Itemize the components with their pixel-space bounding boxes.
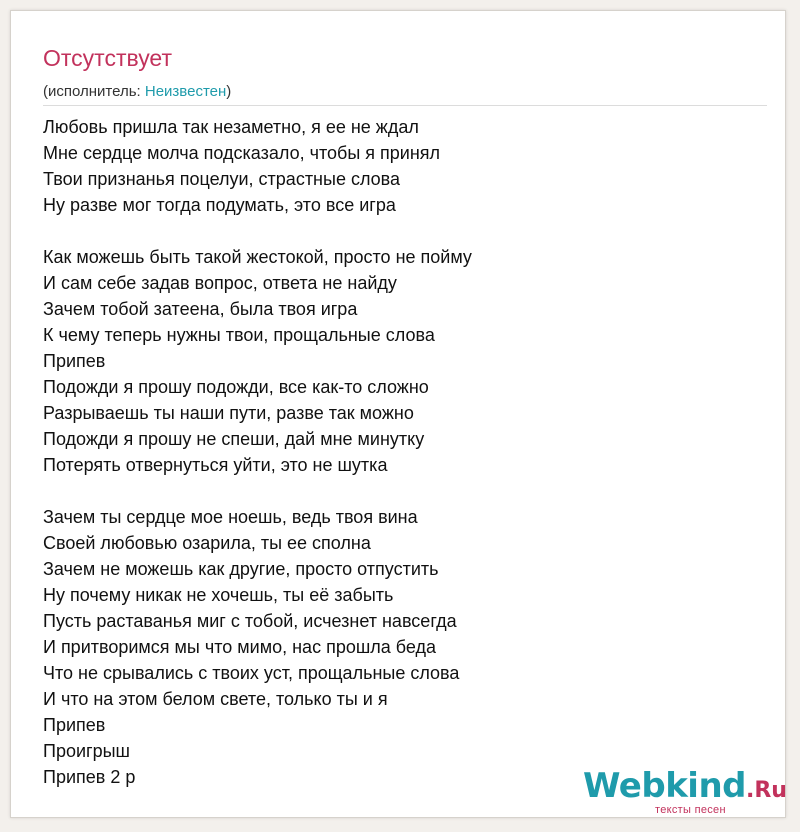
lyric-line: Что не срывались с твоих уст, прощальные слова <box>43 663 460 683</box>
lyric-line: Мне сердце молча подсказало, чтобы я принял <box>43 143 441 163</box>
lyric-line: Припев 2 р <box>43 767 136 787</box>
artist-prefix: (исполнитель: <box>43 83 145 100</box>
lyric-line: И притворимся мы что мимо, нас прошла беда <box>43 637 437 657</box>
lyric-line <box>43 478 763 504</box>
lyric-line: И что на этом белом свете, только ты и я <box>43 689 388 709</box>
site-logo[interactable] <box>583 766 787 822</box>
lyric-line: Твои признанья поцелуи, страстные слова <box>43 169 401 189</box>
lyric-line: И сам себе задав вопрос, ответа не найду <box>43 273 397 293</box>
logo-brand: Webkind <box>583 766 746 806</box>
artist-suffix: ) <box>226 83 232 100</box>
lyric-line: Припев <box>43 715 106 735</box>
header-divider <box>43 105 767 106</box>
lyric-line: Зачем тобой затеена, была твоя игра <box>43 299 358 319</box>
lyrics-card <box>10 10 786 818</box>
lyrics-text <box>43 114 763 790</box>
logo-tagline: тексты песен <box>655 804 726 816</box>
lyric-line: Зачем не можешь как другие, просто отпустить <box>43 559 439 579</box>
lyric-line: Ну почему никак не хочешь, ты её забыть <box>43 585 394 605</box>
lyric-line: Проигрыш <box>43 741 130 761</box>
lyric-line: Подожди я прошу подожди, все как-то сложно <box>43 377 429 397</box>
artist-line <box>43 83 231 101</box>
lyric-line: Припев <box>43 351 106 371</box>
lyric-line: Своей любовью озарила, ты ее сполна <box>43 533 371 553</box>
lyric-line: Любовь пришла так незаметно, я ее не ждал <box>43 117 419 137</box>
lyric-line: Подожди я прошу не спеши, дай мне минутку <box>43 429 425 449</box>
song-title: Отсутствует <box>43 45 172 71</box>
lyric-line: Ну разве мог тогда подумать, это все игра <box>43 195 396 215</box>
logo-tld: .Ru <box>746 778 787 803</box>
lyric-line: Пусть раставанья миг с тобой, исчезнет навсегда <box>43 611 457 631</box>
lyric-line: Потерять отвернуться уйти, это не шутка <box>43 455 388 475</box>
lyric-line: К чему теперь нужны твои, прощальные слова <box>43 325 435 345</box>
lyric-line: Как можешь быть такой жестокой, просто не пойму <box>43 247 472 267</box>
lyric-line: Разрываешь ты наши пути, разве так можно <box>43 403 414 423</box>
lyric-line: Зачем ты сердце мое ноешь, ведь твоя вина <box>43 507 418 527</box>
artist-link[interactable]: Неизвестен <box>144 83 227 100</box>
lyric-line <box>43 218 763 244</box>
